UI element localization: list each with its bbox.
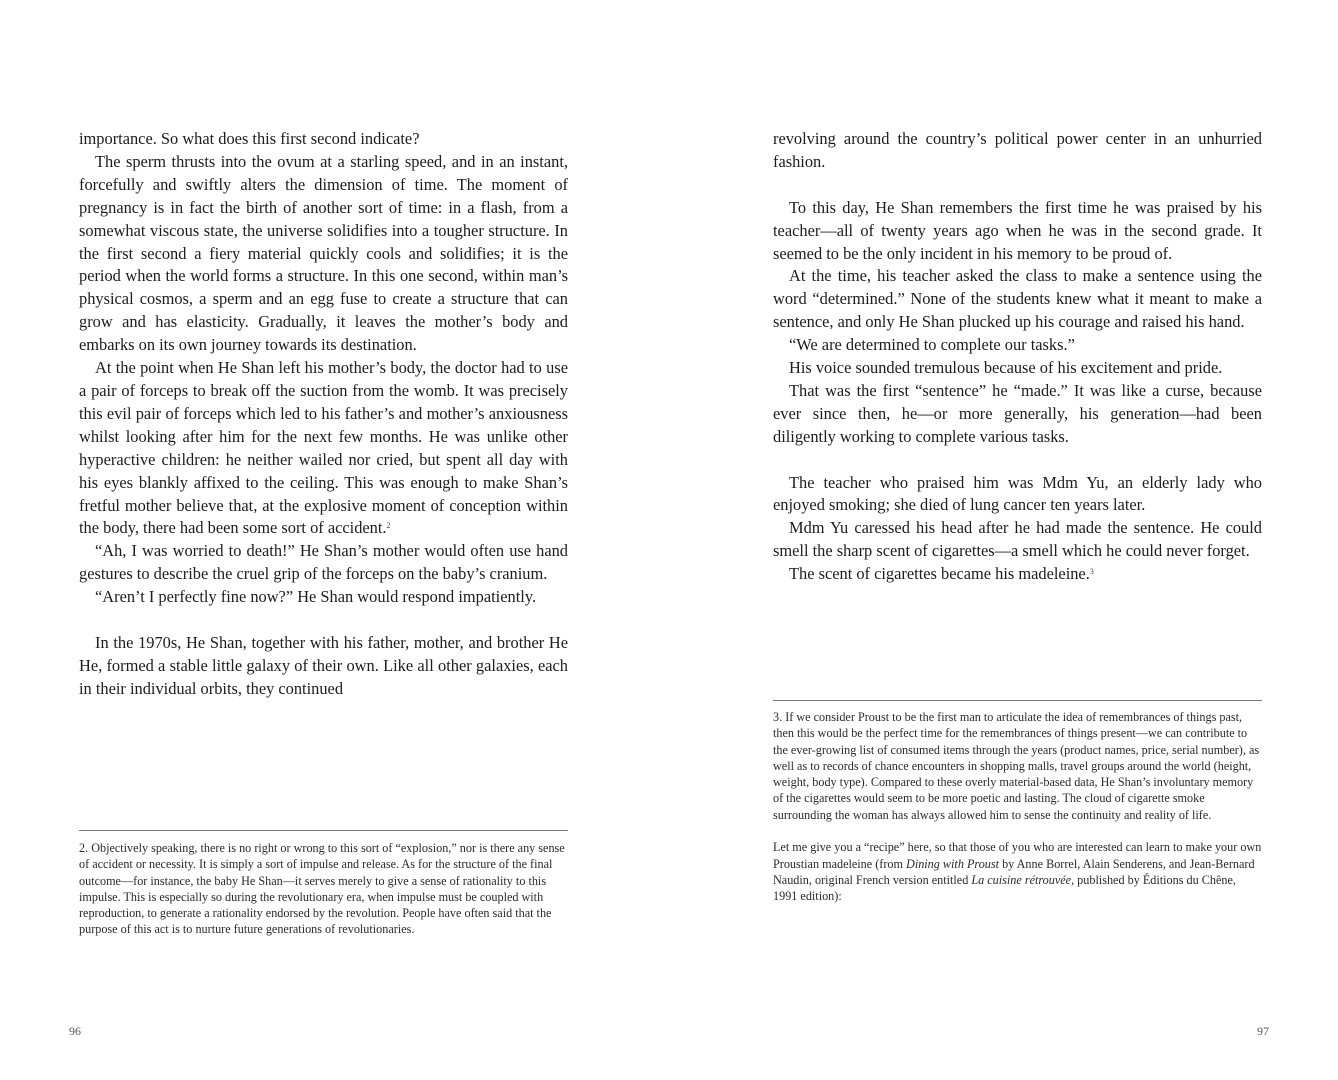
paragraph-text: The scent of cigarettes became his madeleine.	[789, 564, 1090, 584]
paragraph: revolving around the country’s political power center in an unhurried fashion.	[773, 129, 1262, 171]
paragraph: At the time, his teacher asked the class to make a sentence using the word “determined.” None of the students knew what it meant to make a sentence, and only He Shan plucked up his courage and raised his hand.	[773, 266, 1262, 332]
paragraph-text: At the point when He Shan left his mother’s body, the doctor had to use a pair of forceps to break off the suction from the womb. It was precisely this evil pair of forceps which led to his father’s and mother’s anxiousness whilst looking after him for the next few months. He was unlike other hyperactive children: he neither wailed nor cried, but spent all day with his eyes blankly affixed to the ceiling. This was enough to make Shan’s fretful mother believe that, at the explosive moment of conception within the body, there had been some sort of accident.	[79, 358, 568, 538]
paragraph: “Ah, I was worried to death!” He Shan’s mother would often use hand gestures to describe the cruel grip of the forceps on the baby’s cranium.	[79, 541, 568, 584]
footnote-text: by Anne Borrel, Alain Senderens, and Jean-Bernard Naudin, original French version entitled	[773, 856, 1255, 887]
french-book-title: La cuisine rétrouvée	[971, 872, 1072, 887]
paragraph	[773, 563, 1262, 586]
footnotes	[79, 840, 568, 938]
footnote-2: 2. Objectively speaking, there is no right or wrong to this sort of “explosion,” nor is there any sense of accident or necessity. It is simply a sort of impulse and release. As for the structure of the final outcome—for instance, the baby He Shan—it serves merely to give a sense of rationality to this impulse. This is especially so during the revolutionary era, when impulse must be coupled with reproduction, to generate a rationality endorsed by the revolution. People have often said that the purpose of this act is to nurture future generations of revolutionaries.	[79, 841, 565, 937]
paragraph: importance. So what does this first second indicate?	[79, 129, 420, 148]
footnote-divider	[773, 700, 1262, 701]
footnote-divider	[79, 830, 568, 831]
paragraph: Mdm Yu caressed his head after he had made the sentence. He could smell the sharp scent of cigarettes—a smell which he could never forget.	[773, 518, 1262, 561]
page-number: 97	[1257, 1024, 1269, 1038]
book-title: Dining with Proust	[906, 856, 1000, 871]
footnote-reference-3[interactable]: 3	[1089, 567, 1094, 577]
paragraph: His voice sounded tremulous because of his excitement and pride.	[789, 358, 1223, 378]
footnote-text: , published by Éditions du Chêne, 1991 edition):	[773, 872, 1236, 904]
paragraph: “We are determined to complete our tasks.”	[789, 335, 1075, 355]
page-number: 96	[69, 1024, 81, 1038]
footnote-3: 3. If we consider Proust to be the first man to articulate the idea of remembrances of things past, then this would be the perfect time for the remembrances of things present—we can contribute to the ever-growing list of consumed items through the years (product names, price, serial number), as well as to records of chance encounters in shopping malls, travel groups around the world (height, weight, body type). Compared to these overly material-based data, He Shan’s involuntary memory of the cigarettes would seem to be more poetic and lasting. The cloud of cigarette smoke surrounding the woman has always allowed him to sense the continuity and reality of life.	[773, 710, 1260, 822]
right-page	[669, 0, 1338, 1080]
paragraph: In the 1970s, He Shan, together with his father, mother, and brother He He, formed a stable little galaxy of their own. Like all other galaxies, each in their individual orbits, they continued	[79, 632, 568, 698]
left-page-body	[79, 128, 568, 701]
paragraph: “Aren’t I perfectly fine now?” He Shan would respond impatiently.	[95, 587, 537, 607]
right-page-body	[773, 128, 1262, 586]
paragraph: The teacher who praised him was Mdm Yu, an elderly lady who enjoyed smoking; she died of lung cancer ten years later.	[773, 472, 1262, 515]
paragraph: To this day, He Shan remembers the first time he was praised by his teacher—all of twenty years ago when he was in the second grade. It seemed to be the only incident in his memory to be proud of.	[773, 197, 1262, 263]
footnote-reference-2[interactable]: 2	[386, 521, 391, 531]
footnote-3-recipe	[773, 839, 1262, 904]
footnote-text: Let me give you a “recipe” here, so that those of you who are interested can learn to make your own Proustian madeleine (from	[773, 840, 1262, 871]
paragraph: The sperm thrusts into the ovum at a starling speed, and in an instant, forcefully and swiftly alters the dimension of time. The moment of pregnancy is in fact the birth of another sort of time: in a flash, from a somewhat viscous state, the universe solidifies into a tougher structure. In the first second a fiery material quickly cools and solidifies; it is the period when the world forms a structure. In this one second, within man’s physical cosmos, a sperm and an egg fuse to create a structure that can grow and has elasticity. Gradually, it leaves the mother’s body and embarks on its own journey towards its destination.	[79, 151, 568, 355]
footnotes	[773, 709, 1262, 905]
paragraph	[79, 357, 568, 540]
paragraph: That was the first “sentence” he “made.” It was like a curse, because ever since then, he—or more generally, his generation—had been diligently working to complete various tasks.	[773, 380, 1262, 446]
